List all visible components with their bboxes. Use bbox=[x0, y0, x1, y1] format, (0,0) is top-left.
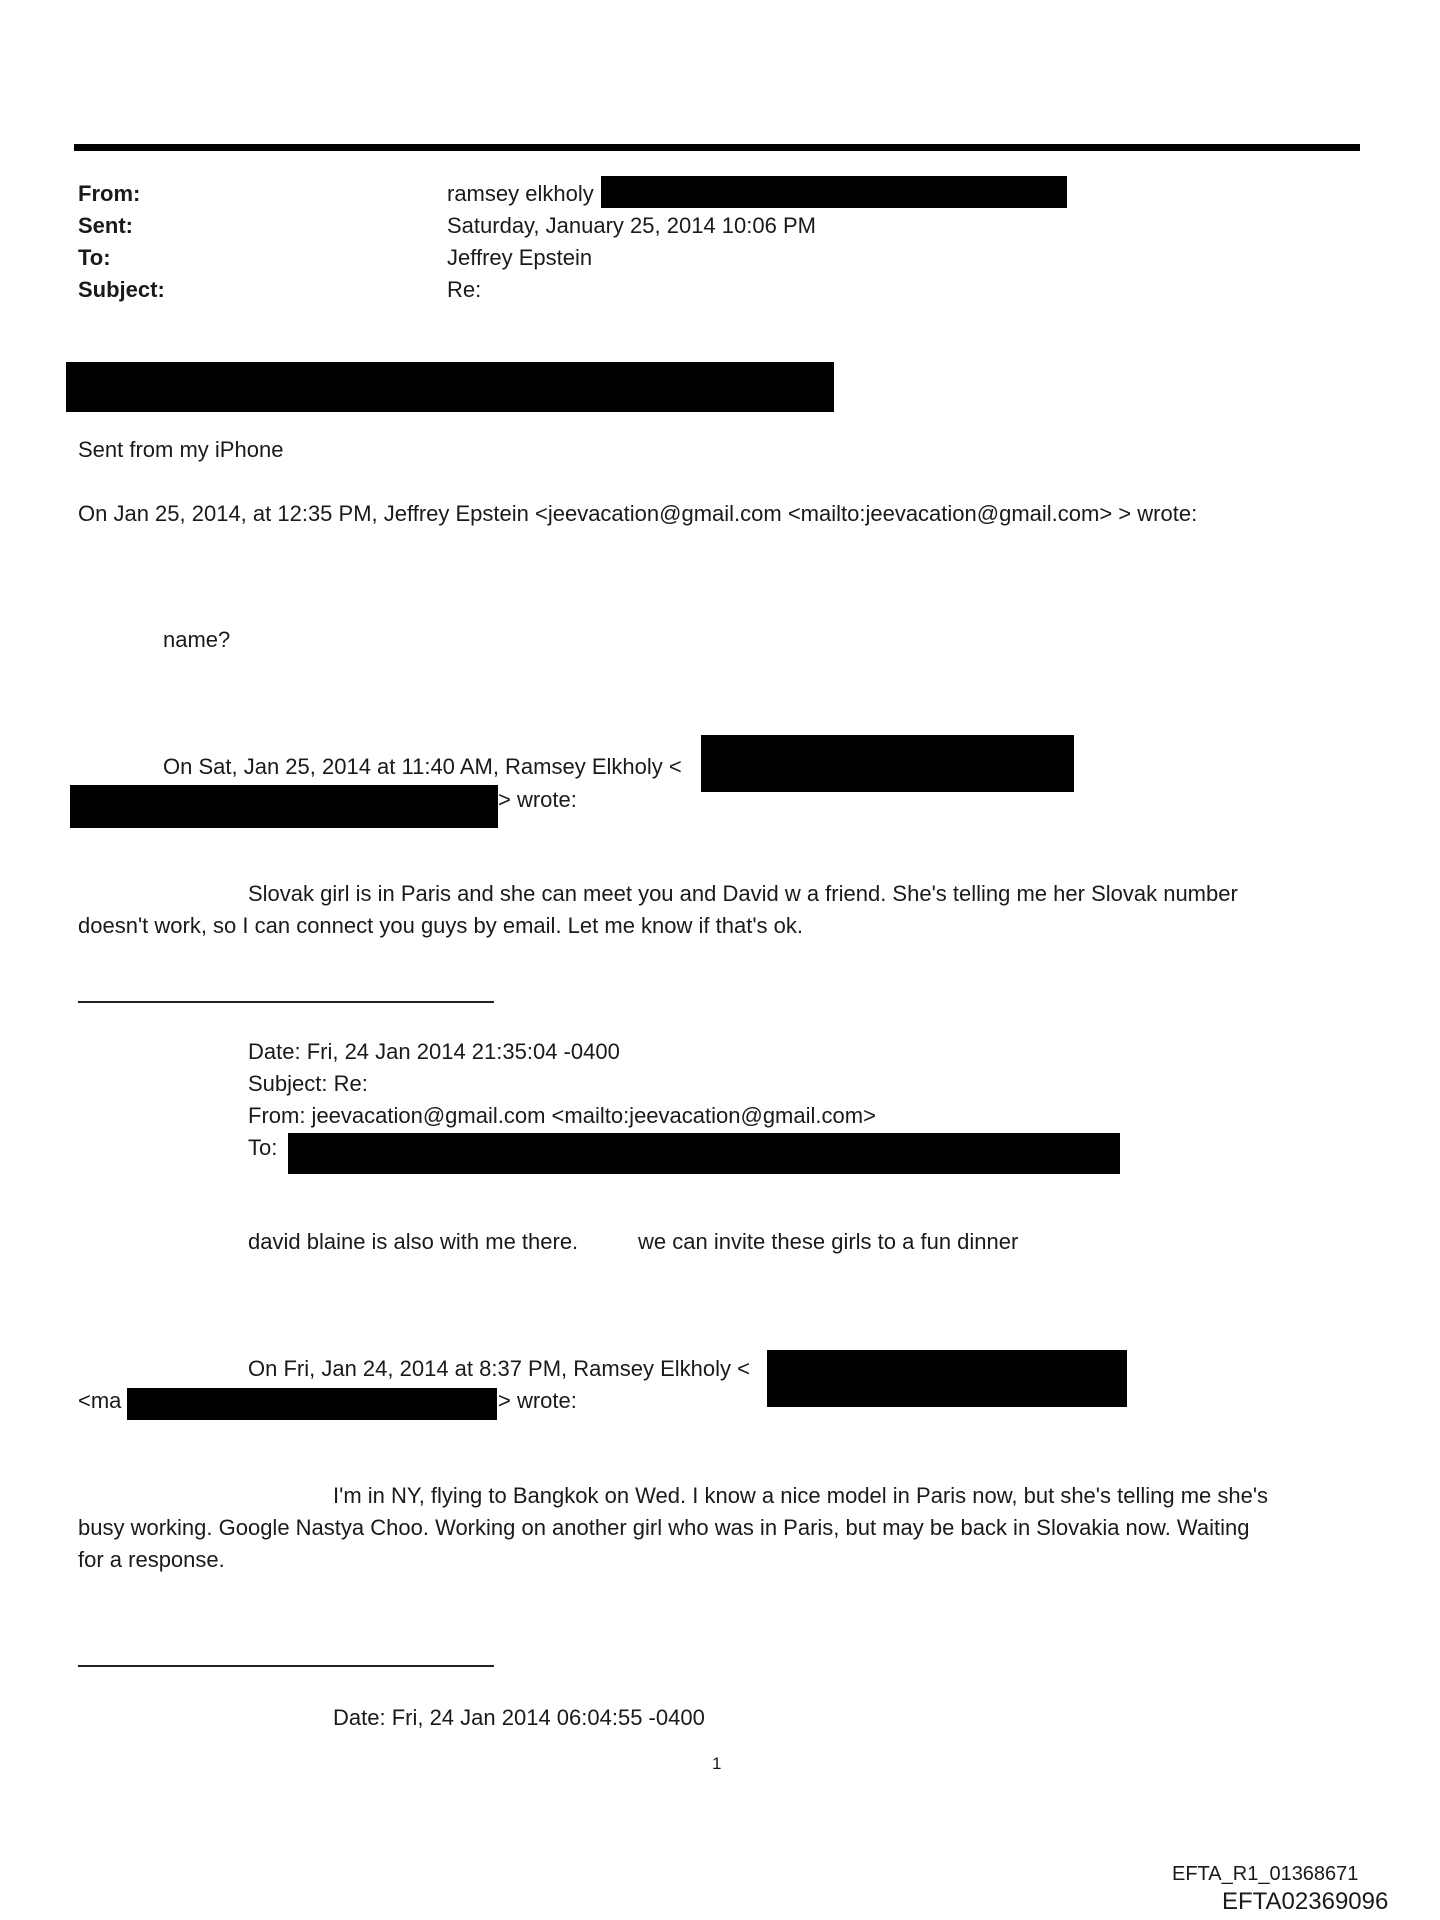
subject-label: Subject: bbox=[78, 277, 165, 302]
message-slovak-line-1: Slovak girl is in Paris and she can meet you and David w a friend. She's telling me her Slovak number bbox=[248, 881, 1238, 906]
forward-to-1: To: bbox=[248, 1135, 278, 1160]
forward-date-1: Date: Fri, 24 Jan 2014 21:35:04 -0400 bbox=[248, 1039, 620, 1064]
forward-date-2: Date: Fri, 24 Jan 2014 06:04:55 -0400 bbox=[333, 1705, 705, 1730]
bates-number-2: EFTA02369096 bbox=[1222, 1888, 1389, 1915]
redaction-elkholy-email-1 bbox=[701, 735, 1074, 792]
from-value: ramsey elkholy bbox=[447, 181, 594, 206]
divider-2 bbox=[78, 1665, 494, 1667]
redaction-elkholy-email-3 bbox=[767, 1350, 1127, 1407]
redaction-elkholy-email-2 bbox=[70, 785, 498, 828]
reply-name: name? bbox=[163, 627, 231, 652]
quote-intro-elkholy-2: On Fri, Jan 24, 2014 at 8:37 PM, Ramsey Elkholy < bbox=[248, 1356, 750, 1381]
quote-intro-elkholy-1-wrote: > wrote: bbox=[498, 787, 577, 812]
forward-subject-1: Subject: Re: bbox=[248, 1071, 368, 1096]
bates-number-1: EFTA_R1_01368671 bbox=[1172, 1863, 1359, 1885]
page-number: 1 bbox=[712, 1754, 722, 1773]
message-ny-line-3: for a response. bbox=[78, 1547, 225, 1572]
sent-from-signature: Sent from my iPhone bbox=[78, 437, 284, 462]
subject-value: Re: bbox=[447, 277, 482, 302]
quote-intro-epstein: On Jan 25, 2014, at 12:35 PM, Jeffrey Epstein <jeevacation@gmail.com <mailto:jeevacation@gmail.com> > wrote: bbox=[78, 501, 1198, 526]
message-blaine-part-1: david blaine is also with me there. bbox=[248, 1229, 579, 1254]
message-ny-line-2: busy working. Google Nastya Choo. Working on another girl who was in Paris, but may be back in Slovakia now. Waiting bbox=[78, 1515, 1250, 1540]
from-label: From: bbox=[78, 181, 141, 206]
to-value: Jeffrey Epstein bbox=[447, 245, 593, 270]
sent-value: Saturday, January 25, 2014 10:06 PM bbox=[447, 213, 816, 238]
quote-intro-elkholy-2-wrote: > wrote: bbox=[498, 1388, 577, 1413]
quote-intro-elkholy-1: On Sat, Jan 25, 2014 at 11:40 AM, Ramsey Elkholy < bbox=[163, 754, 682, 779]
redaction-from-email bbox=[601, 176, 1067, 208]
redaction-forward-to bbox=[288, 1133, 1120, 1174]
to-label: To: bbox=[78, 245, 111, 270]
message-ny-line-1: I'm in NY, flying to Bangkok on Wed. I know a nice model in Paris now, but she's telling me she's bbox=[333, 1483, 1269, 1508]
forward-from-1: From: jeevacation@gmail.com <mailto:jeevacation@gmail.com> bbox=[248, 1103, 876, 1128]
sent-label: Sent: bbox=[78, 213, 133, 238]
redaction-elkholy-email-4 bbox=[127, 1388, 497, 1420]
redaction-body-top bbox=[66, 362, 834, 412]
header-rule bbox=[74, 144, 1360, 151]
divider-1 bbox=[78, 1001, 494, 1003]
quote-intro-elkholy-2-prefix: <ma bbox=[78, 1388, 122, 1413]
message-blaine-part-2: we can invite these girls to a fun dinner bbox=[638, 1229, 1019, 1254]
message-slovak-line-2: doesn't work, so I can connect you guys by email. Let me know if that's ok. bbox=[78, 913, 803, 938]
